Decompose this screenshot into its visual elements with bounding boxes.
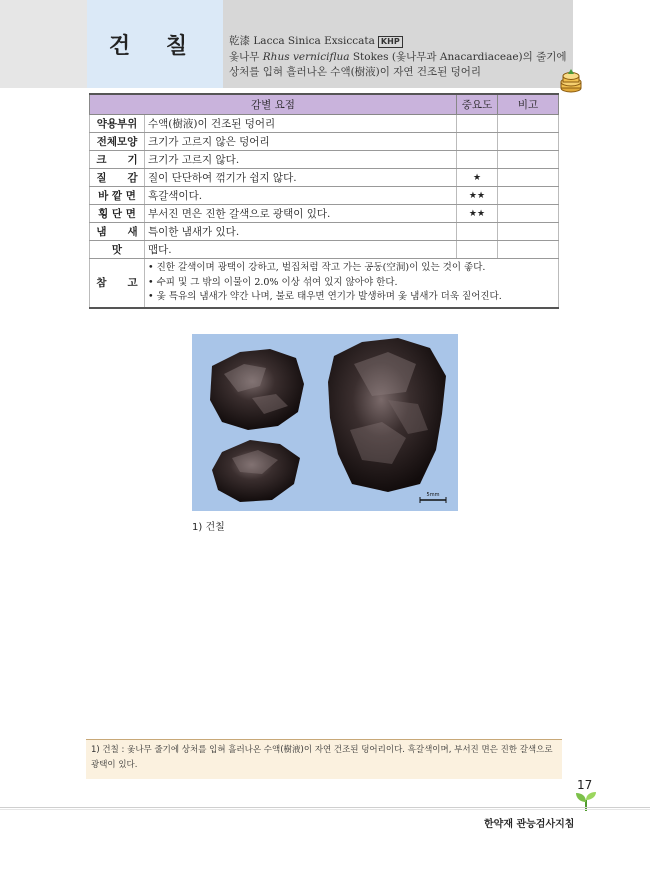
table-header-row [90,94,559,115]
row-content: 특이한 냄새가 있다. [145,223,457,241]
row-importance: ★ [457,169,498,187]
row-label: 바 깥 면 [90,187,145,205]
page-number: 17 [577,778,593,792]
row-content: 크기가 고르지 않다. [145,151,457,169]
row-content: 크기가 고르지 않은 덩어리 [145,133,457,151]
note-item: • 수피 및 그 밖의 이물이 2.0% 이상 섞여 있지 않아야 한다. [148,276,398,288]
table-row [90,151,559,169]
table-row [90,187,559,205]
identification-table [89,93,559,309]
row-remark [498,223,559,241]
row-importance: ★★ [457,205,498,223]
row-remark [498,169,559,187]
row-remark [498,187,559,205]
notes-label: 참 고 [90,259,145,308]
row-remark [498,151,559,169]
row-remark [498,133,559,151]
khp-badge: KHP [378,36,403,48]
table-row [90,115,559,133]
specimen-photo [192,334,458,511]
latin-name-line [229,34,569,50]
row-content: 질이 단단하여 꺾기가 쉽지 않다. [145,169,457,187]
row-importance: ★★ [457,187,498,205]
header-remark: 비고 [498,94,559,115]
row-label: 크 기 [90,151,145,169]
row-content: 수액(樹液)이 건조된 덩어리 [145,115,457,133]
note-item: • 옻 특유의 냄새가 약간 나며, 불로 태우면 연기가 발생하며 옻 냄새가 더욱 짙어진다. [148,291,502,302]
header-importance: 중요도 [457,94,498,115]
row-label: 전체모양 [90,133,145,151]
row-content: 흑갈색이다. [145,187,457,205]
scale-label: 5mm [426,492,440,498]
header-description [229,34,569,81]
notes-content [145,259,559,308]
note-item: • 진한 갈색이며 광택이 강하고, 벌집처럼 작고 가는 공동(空洞)이 있는 것이 좋다. [148,262,486,273]
species-name: Rhus verniciflua [262,50,350,63]
book-title: 한약재 관능검사지침 [484,819,575,830]
coin-stack-icon [558,68,584,94]
row-content: 맵다. [145,241,457,259]
latin-name: 乾漆 Lacca Sinica Exsiccata [229,35,375,47]
row-content: 부서진 면은 진한 갈색으로 광택이 있다. [145,205,457,223]
row-importance [457,133,498,151]
row-label: 횡 단 면 [90,205,145,223]
desc-rest: Stokes (옻나무과 Anacardiaceae)의 줄기에 상처를 입혀 흘러나온 수액(樹液)이 자연 건조된 덩어리 [229,50,567,78]
footer-rule-secondary [0,809,650,810]
row-importance [457,115,498,133]
row-label: 냄 새 [90,223,145,241]
row-label: 맛 [90,241,145,259]
page-title: 건 칠 [108,33,202,59]
row-importance [457,223,498,241]
table-row [90,169,559,187]
row-remark [498,241,559,259]
notes-row [90,259,559,308]
table-row [90,241,559,259]
row-remark [498,205,559,223]
row-label: 약용부위 [90,115,145,133]
table-row [90,223,559,241]
origin-description [229,50,569,81]
footer-rule [0,807,650,808]
title-box [87,0,223,88]
footnote: 1) 건칠 : 옻나무 줄기에 상처를 입혀 흘러나온 수액(樹液)이 자연 건조된 덩어리이다. 흑갈색이며, 부서진 면은 진한 갈색으로 광택이 있다. [86,739,562,779]
table-row [90,205,559,223]
row-importance [457,241,498,259]
row-importance [457,151,498,169]
desc-prefix: 옻나무 [229,50,263,63]
figure-caption: 1) 건칠 [192,522,225,533]
header-point: 감별 요점 [90,94,457,115]
table-row [90,133,559,151]
row-remark [498,115,559,133]
header-left-block [0,0,87,88]
row-label: 질 감 [90,169,145,187]
